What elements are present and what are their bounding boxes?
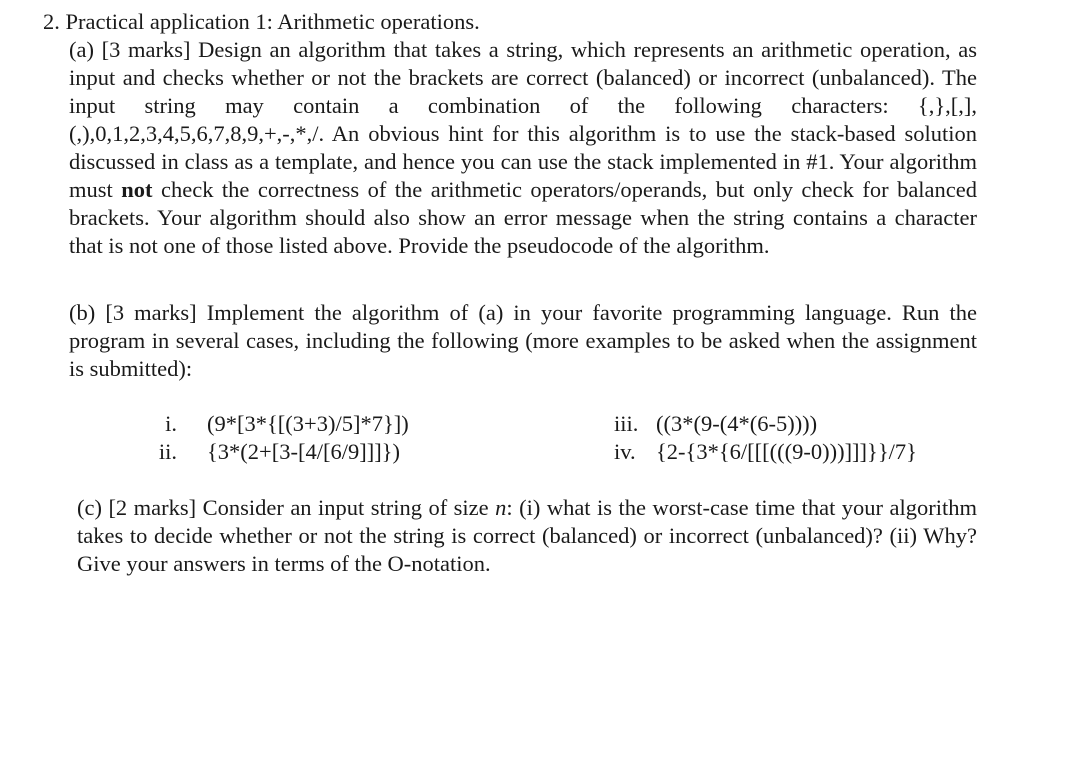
part-c-label: (c) [2 marks] xyxy=(77,495,197,520)
example-item xyxy=(147,410,409,438)
part-a-text-2: check the correctness of the arithmetic operators/operands, but only check for balanced brackets. Your algorithm should also show an error message when the string contains a character that is not one of those listed above. Provide the pseudocode of the algorithm. xyxy=(69,177,978,258)
example-number: iii. xyxy=(614,411,639,436)
example-number: iv. xyxy=(614,439,636,464)
part-c-text-2: : (i) what is the worst-case time that your algorithm takes to decide whether or not the string is correct (balanced) or incorrect (unbalanced)? (ii) Why? Give your answers in terms of the O-notation. xyxy=(77,495,977,576)
example-list xyxy=(0,410,1091,470)
example-expression: (9*[3*{[(3+3)/5]*7}]) xyxy=(207,411,409,436)
example-expression: {2-{3*{6/[[[(((9-0)))]]]}}/7} xyxy=(656,439,917,464)
example-number: ii. xyxy=(158,439,177,464)
example-item xyxy=(614,410,817,438)
part-a-bold-not: not xyxy=(121,177,153,202)
part-a-paragraph xyxy=(69,36,977,260)
part-c-text-1: Consider an input string of size xyxy=(202,495,489,520)
example-item xyxy=(614,438,917,466)
example-expression: {3*(2+[3-[4/[6/9]]]}) xyxy=(207,439,400,464)
part-b-text: Implement the algorithm of (a) in your favorite programming language. Run the program in several cases, including the following (more examples to be asked when the assignment is submitted): xyxy=(69,300,978,381)
part-a-text-1: Design an algorithm that takes a string, which represents an arithmetic operation, as input and checks whether or not the brackets are correct (balanced) or incorrect (unbalanced). The input string may contain a combination of the following characters: {,},[,],(,),0,1,2,3,4,5,6,7,8,9,+,-,*,/. An obvious hint for this algorithm is to use the stack-based solution discussed in class as a template, and hence you can use the stack implemented in #1. Your algorithm must xyxy=(69,37,977,202)
part-a-label: (a) [3 marks] xyxy=(69,37,191,62)
part-b-paragraph xyxy=(69,299,977,383)
part-c-paragraph xyxy=(77,494,977,578)
part-b-label: (b) [3 marks] xyxy=(69,300,197,325)
example-expression: ((3*(9-(4*(6-5)))) xyxy=(656,411,818,436)
example-item xyxy=(147,438,400,466)
example-number: i. xyxy=(165,411,177,436)
part-c-variable-n: n xyxy=(495,495,507,520)
question-title: 2. Practical application 1: Arithmetic operations. xyxy=(43,9,480,34)
